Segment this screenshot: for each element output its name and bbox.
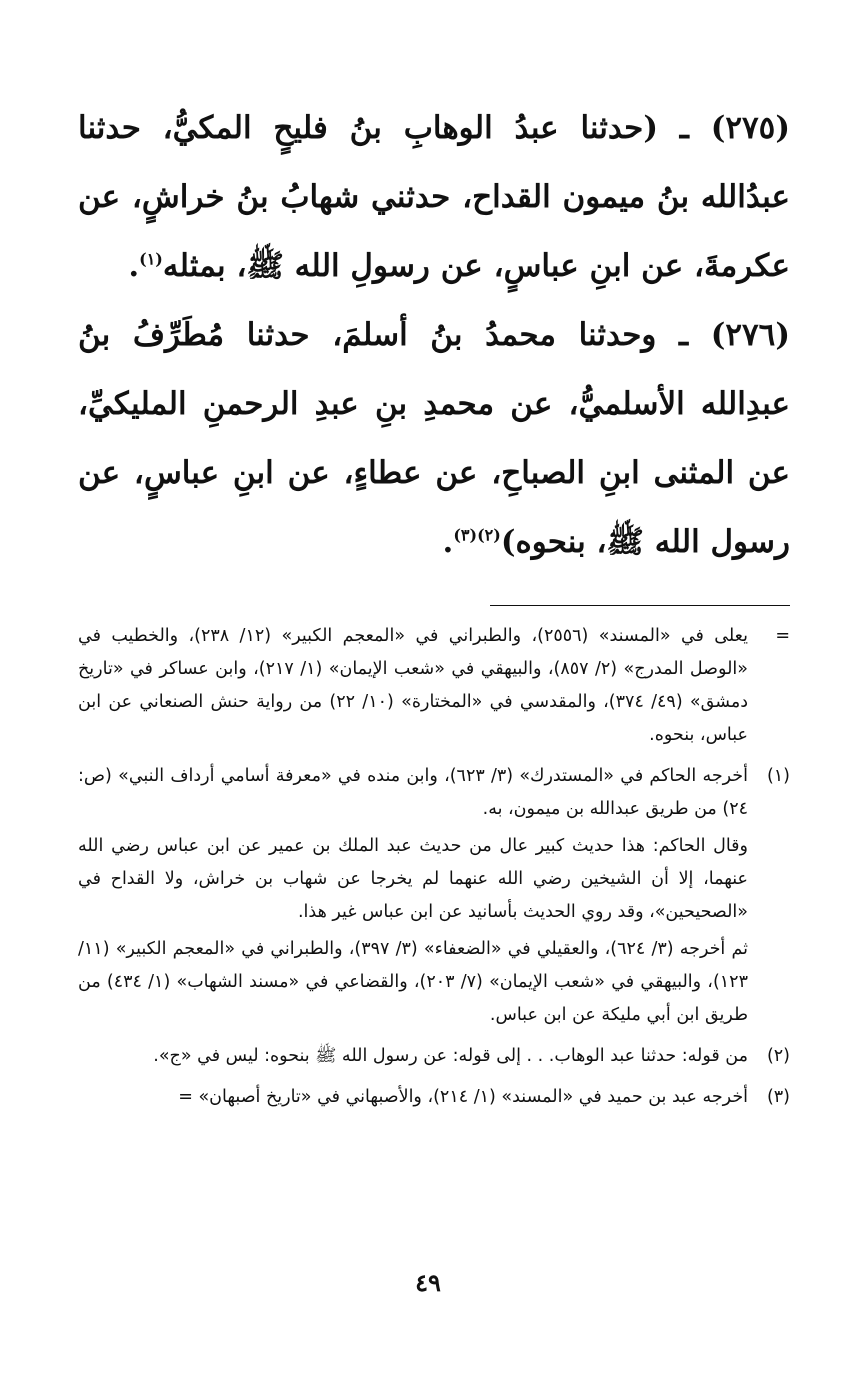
footnote-divider — [490, 605, 790, 606]
hadith-number: (٢٧٦) — [710, 317, 790, 353]
footnote-3 — [78, 1081, 790, 1118]
footnote-body — [78, 1040, 748, 1077]
main-text — [78, 94, 790, 577]
hadith-text: ـ وحدثنا محمدُ بنُ أسلمَ، حدثنا مُطَرِّفُ بنُ عبدِالله الأسلميُّ، عن محمدِ بنِ عبدِ الرحمنِ المليكيِّ، عن المثنى ابنِ الصباحِ، عن عطاءٍ، عن ابنِ عباسٍ، عن رسول الله ﷺ، بنحوه) — [78, 317, 790, 560]
footnote-marker: (٣) — [766, 1087, 790, 1107]
footnote-marker: (١) — [766, 766, 790, 786]
footnote-paragraph: يعلى في «المسند» (٢٥٥٦)، والطبراني في «المعجم الكبير» (١٢/ ٢٣٨)، والخطيب في «الوصل المدرج» (٢/ ٨٥٧)، والبيهقي في «شعب الإيمان» (١/ ٢١٧)، وابن عساكر في «تاريخ دمشق» (٤٩/ ٣٧٤)، والمقدسي في «المختارة» (١٠/ ٢٢) من رواية حنش الصنعاني عن ابن عباس، بنحوه. — [78, 626, 748, 745]
footnote-continuation — [78, 620, 790, 756]
hadith-275 — [78, 94, 790, 301]
footnote-paragraph: وقال الحاكم: هذا حديث كبير عال من حديث عبد الملك بن عمير عن ابن عباس رضي الله عنهما، إلا أن الشيخين رضي الله عنهما لم يخرجا عن شهاب بن خراش، ولا القداح في «الصحيحين»، وقد روي الحديث بأسانيد عن ابن عباس غير هذا. — [78, 836, 748, 922]
footnote-paragraph: أخرجه الحاكم في «المستدرك» (٣/ ٦٢٣)، وابن منده في «معرفة أسامي أرداف النبي» (ص: ٢٤) من طريق عبدالله بن ميمون، به. — [78, 766, 748, 819]
hadith-number: (٢٧٥) — [710, 110, 790, 146]
footnote-paragraph: من قوله: حدثنا عبد الوهاب. . . إلى قوله: عن رسول الله ﷺ بنحوه: ليس في «ج». — [153, 1046, 748, 1066]
footnote-paragraph: أخرجه عبد بن حميد في «المسند» (١/ ٢١٤)، والأصبهاني في «تاريخ أصبهان» = — [178, 1087, 748, 1107]
footnote-ref: (٢)(٣) — [453, 525, 501, 545]
footnotes — [78, 620, 790, 1122]
page-number: ٤٩ — [415, 1268, 441, 1297]
footnote-body — [78, 760, 748, 1036]
footnote-1 — [78, 760, 790, 1036]
hadith-276 — [78, 301, 790, 577]
footnote-paragraph: ثم أخرجه (٣/ ٦٢٤)، والعقيلي في «الضعفاء» (٣/ ٣٩٧)، والطبراني في «المعجم الكبير» (١١/ ١٢٣)، والبيهقي في «شعب الإيمان» (٧/ ٢٠٣)، والقضاعي في «مسند الشهاب» (١/ ٤٣٤) من طريق ابن أبي مليكة عن ابن عباس. — [78, 939, 748, 1025]
hadith-tail: . — [128, 248, 140, 284]
footnote-marker: = — [775, 626, 790, 646]
hadith-text: ـ (حدثنا عبدُ الوهابِ بنُ فليحٍ المكيُّ، حدثنا عبدُالله بنُ ميمون القداح، حدثني شهابُ بنُ خراشٍ، عن عكرمةَ، عن ابنِ عباسٍ، عن رسولِ الله ﷺ، بمثله — [78, 110, 790, 284]
footnote-body — [78, 620, 748, 756]
hadith-tail: . — [442, 524, 454, 560]
footnote-body — [78, 1081, 748, 1118]
footnote-2 — [78, 1040, 790, 1077]
footnote-ref: (١) — [139, 249, 163, 269]
footnote-marker: (٢) — [766, 1046, 790, 1066]
